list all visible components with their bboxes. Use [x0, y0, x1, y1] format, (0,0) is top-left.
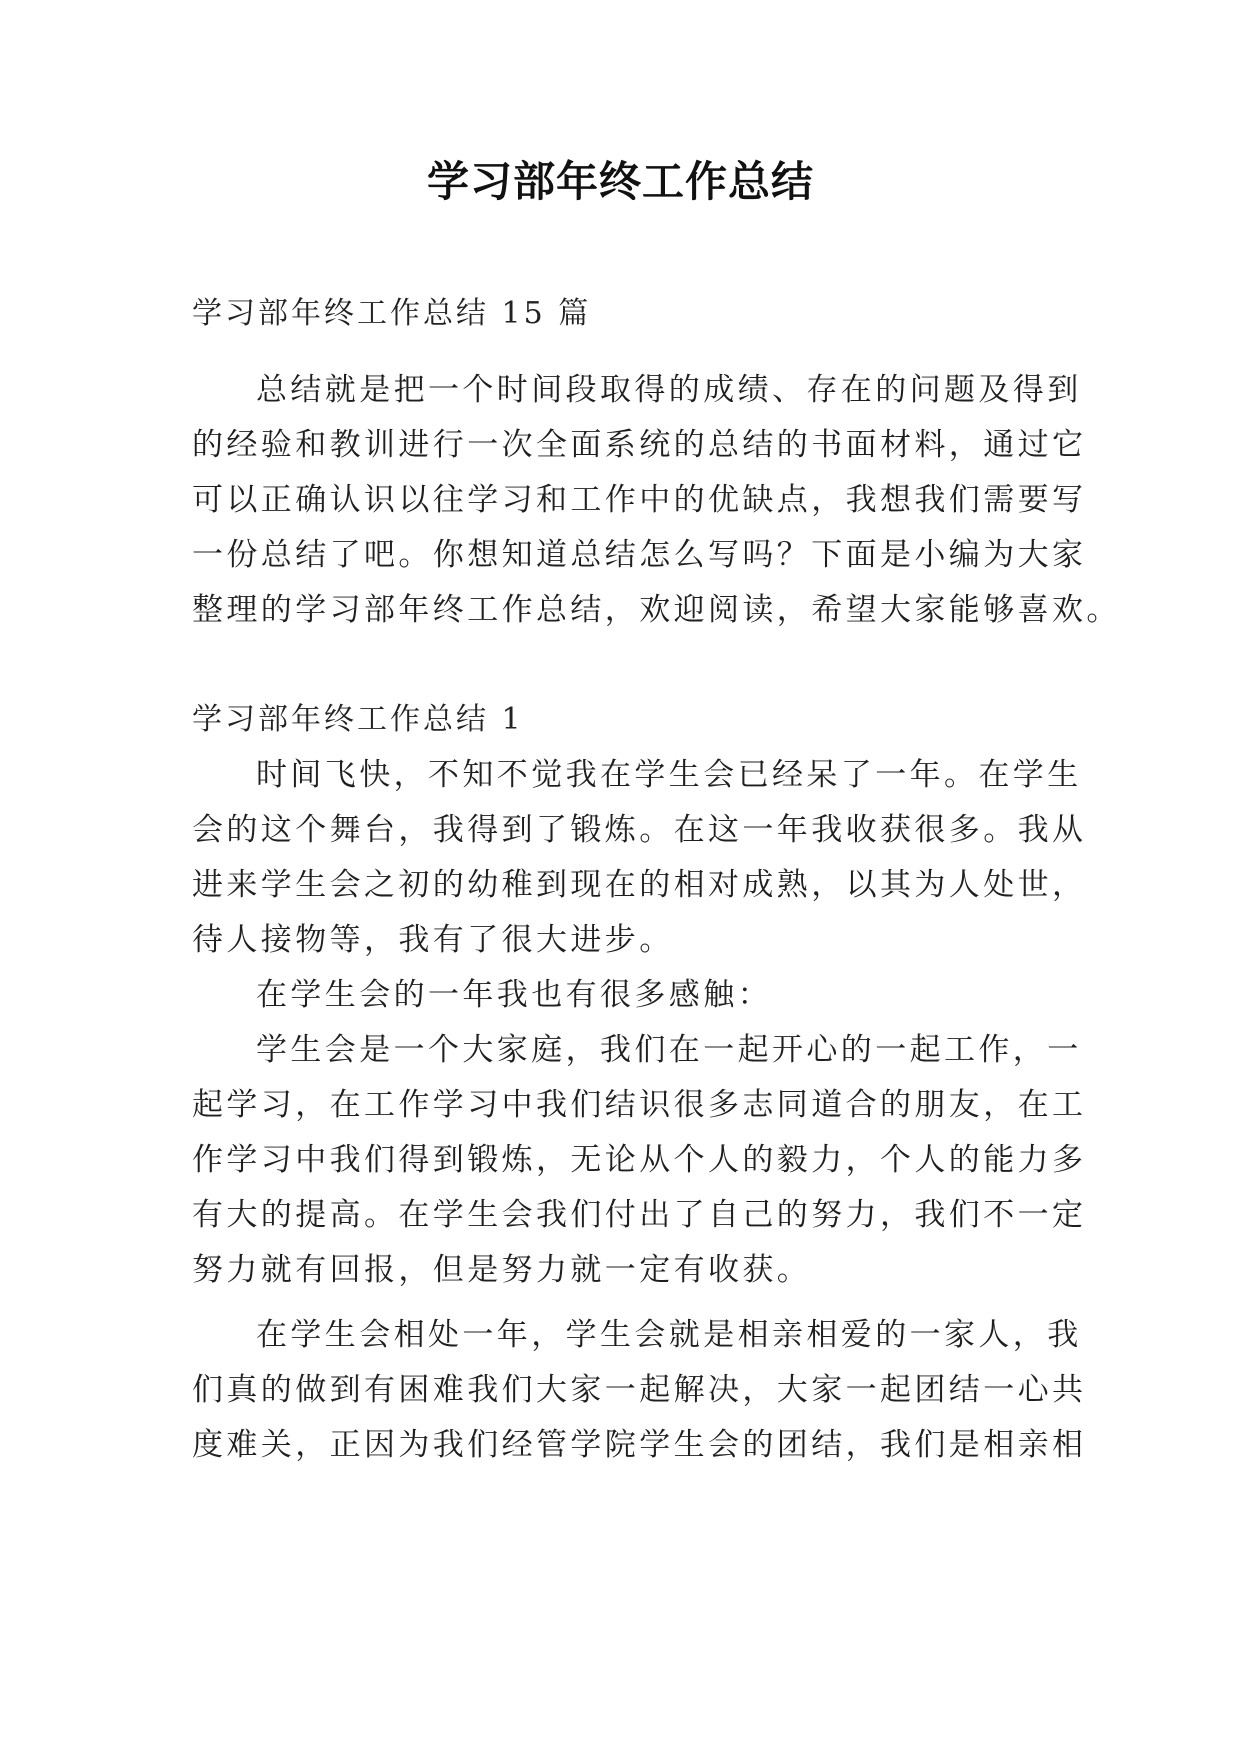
body-line: 作学习中我们得到锻炼，无论从个人的毅力，个人的能力多	[192, 1142, 1087, 1178]
intro-line: 一份总结了吧。你想知道总结怎么写吗？下面是小编为大家	[192, 537, 1087, 573]
intro-line: 的经验和教训进行一次全面系统的总结的书面材料，通过它	[192, 427, 1087, 463]
body-line: 努力就有回报，但是努力就一定有收获。	[192, 1252, 812, 1288]
body-line: 起学习，在工作学习中我们结识很多志同道合的朋友，在工	[192, 1087, 1087, 1123]
body-line: 学生会是一个大家庭，我们在一起开心的一起工作，一	[256, 1032, 1082, 1068]
intro-line: 总结就是把一个时间段取得的成绩、存在的问题及得到	[256, 372, 1082, 408]
body-line: 在学生会相处一年，学生会就是相亲相爱的一家人，我	[256, 1317, 1082, 1353]
body-line: 会的这个舞台，我得到了锻炼。在这一年我收获很多。我从	[192, 812, 1087, 848]
body-line: 进来学生会之初的幼稚到现在的相对成熟，以其为人处世，	[192, 867, 1087, 903]
section-heading: 学习部年终工作总结 1	[192, 702, 524, 737]
intro-line: 整理的学习部年终工作总结，欢迎阅读，希望大家能够喜欢。	[192, 592, 1121, 628]
body-line: 在学生会的一年我也有很多感触：	[256, 977, 772, 1013]
body-line: 待人接物等，我有了很大进步。	[192, 922, 674, 958]
document-title: 学习部年终工作总结	[426, 157, 814, 206]
body-line: 们真的做到有困难我们大家一起解决，大家一起团结一心共	[192, 1372, 1087, 1408]
intro-line: 可以正确认识以往学习和工作中的优缺点，我想我们需要写	[192, 482, 1087, 518]
body-line: 有大的提高。在学生会我们付出了自己的努力，我们不一定	[192, 1197, 1087, 1233]
document-subtitle: 学习部年终工作总结 15 篇	[192, 296, 592, 331]
body-line: 时间飞快，不知不觉我在学生会已经呆了一年。在学生	[256, 757, 1082, 793]
body-line: 度难关，正因为我们经管学院学生会的团结，我们是相亲相	[192, 1427, 1087, 1463]
